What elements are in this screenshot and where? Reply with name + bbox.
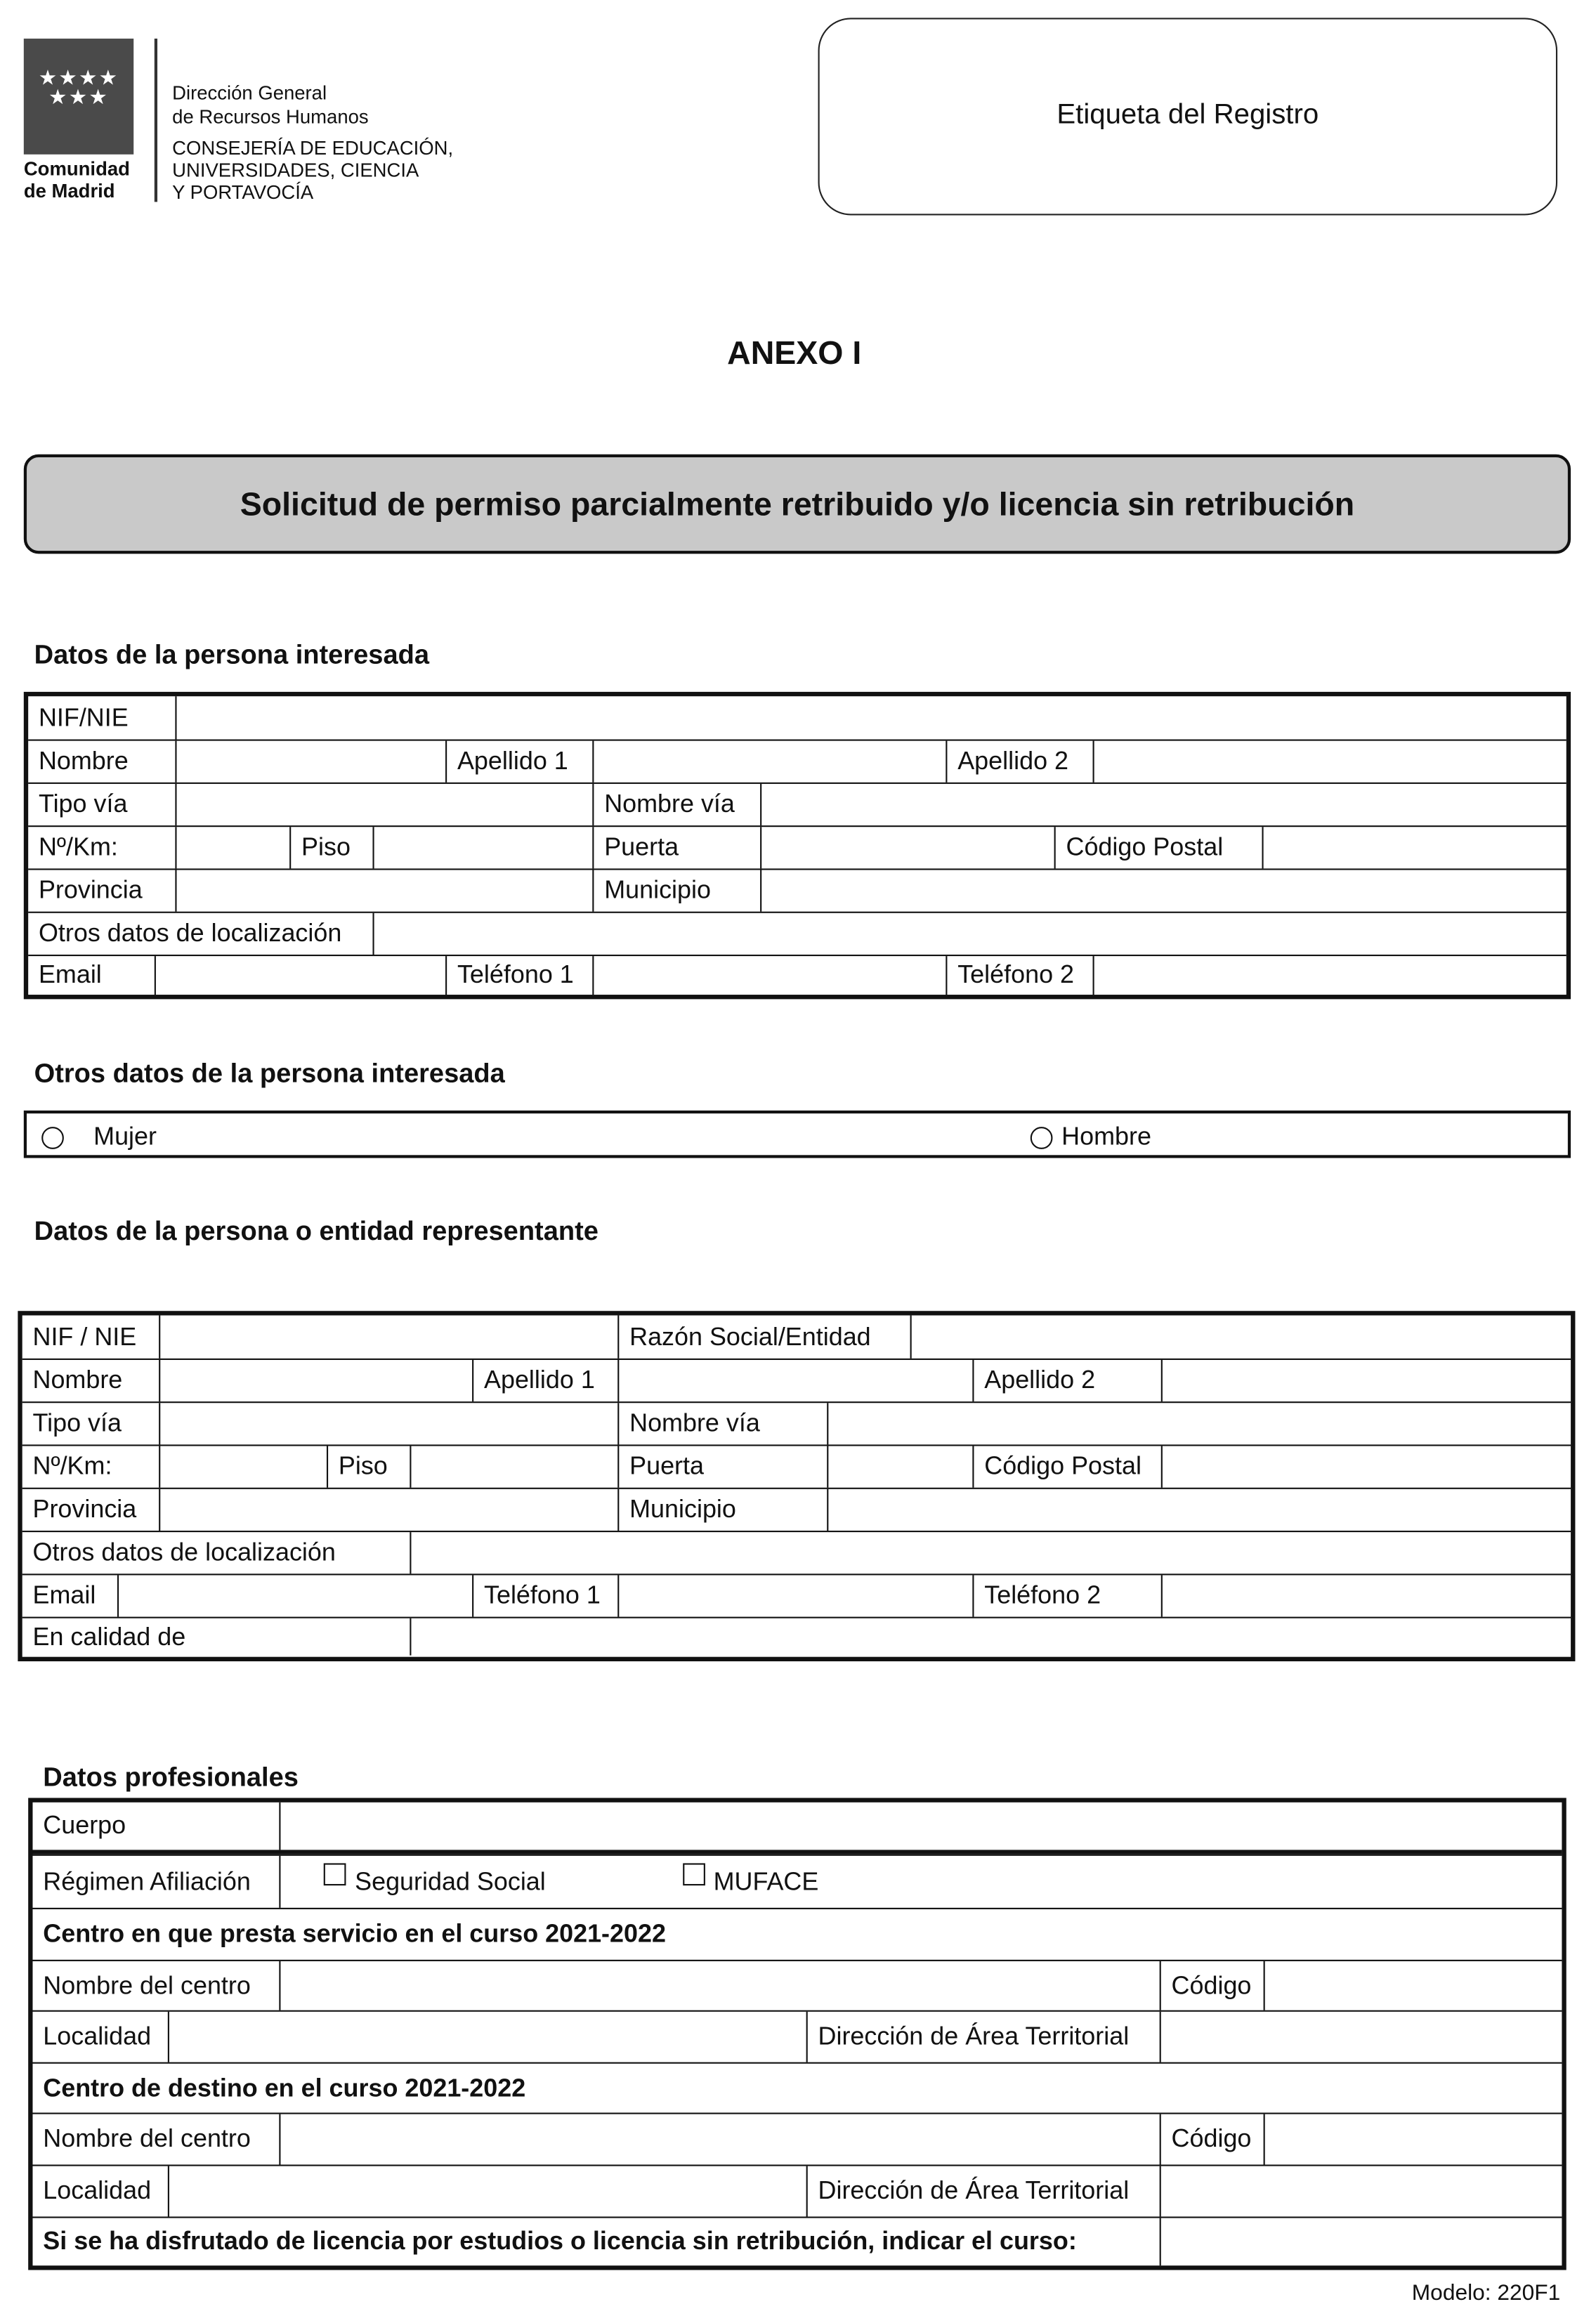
input-field[interactable] [827,1403,1571,1444]
input-field[interactable] [159,1403,617,1444]
input-field[interactable] [410,1532,1571,1574]
input-field[interactable] [410,1618,1571,1656]
input-field[interactable] [1093,741,1566,783]
input-field[interactable] [372,827,592,868]
registry-label-box: Etiqueta del Registro [818,18,1558,215]
input-field[interactable] [1161,1360,1571,1401]
input-field[interactable] [159,1316,617,1359]
field-label: Teléfono 2 [946,956,1092,995]
field-label: Nombre [38,747,129,776]
section-label: Centro de destino en el curso 2021-2022 [43,2073,526,2102]
input-field[interactable] [1160,2218,1562,2266]
radio-label: Hombre [1061,1122,1151,1151]
field-label: Nombre [32,1366,123,1394]
field-label: Provincia [38,875,143,905]
field-label: Municipio [592,870,760,912]
field-label: En calidad de [32,1621,186,1651]
input-field[interactable] [175,696,1566,739]
table-row [28,912,1566,955]
field-label: Nombre vía [617,1403,827,1444]
input-field[interactable] [1160,2012,1562,2062]
field-label: Cuerpo [43,1811,126,1840]
radio-icon[interactable] [41,1126,64,1149]
field-label: Nº/Km: [32,1452,112,1481]
input-field[interactable] [155,956,445,995]
field-label: NIF/NIE [38,702,129,731]
table-row [22,1359,1571,1401]
section-heading-interested: Datos de la persona interesada [34,639,430,670]
field-label: Email [38,960,102,989]
section-heading-other: Otros datos de la persona interesada [34,1058,505,1089]
table-row [32,2113,1562,2165]
field-label: Razón Social/Entidad [617,1316,910,1359]
field-label: Tipo vía [32,1408,122,1437]
field-label: Municipio [617,1489,827,1531]
input-field[interactable] [159,1489,617,1531]
field-label: Localidad [43,2022,152,2050]
table-row [32,1960,1562,2010]
field-label: Código [1160,2114,1264,2165]
field-label: Código [1160,1961,1264,2010]
input-field[interactable] [279,1803,1562,1850]
input-field[interactable] [760,870,1566,912]
input-field[interactable] [1264,2114,1562,2165]
section-label: Si se ha disfrutado de licencia por estudios o licencia sin retribución, indicar el curso: [43,2227,1077,2256]
input-field[interactable] [117,1575,472,1616]
logo-divider [155,39,157,202]
sex-table [24,1111,1571,1158]
input-field[interactable] [279,1961,1159,2010]
table-row [28,740,1566,783]
table-row [32,1803,1562,1854]
field-label: Puerta [592,827,760,868]
table-row [22,1531,1571,1574]
field-label: Otros datos de localización [32,1538,336,1566]
table-row [22,1488,1571,1531]
org-line: de Recursos Humanos [172,105,369,128]
input-field[interactable] [372,913,1566,955]
input-field[interactable] [827,1489,1571,1531]
checkbox-label: MUFACE [713,1866,819,1895]
representative-table [18,1311,1575,1661]
input-field[interactable] [175,741,445,783]
field-label: Código Postal [1054,827,1262,868]
checkbox-label: Seguridad Social [355,1866,546,1895]
field-label: NIF / NIE [32,1322,137,1351]
field-label: Dirección de Área Territorial [806,2012,1160,2062]
logo-name-line: de Madrid [23,179,115,202]
field-label: Régimen Afiliación [43,1866,251,1895]
table-row [22,1574,1571,1616]
field-label: Piso [289,827,372,868]
field-label: Teléfono 2 [972,1575,1160,1616]
radio-hombre[interactable] [1031,1123,1151,1152]
field-label: Teléfono 1 [472,1575,617,1616]
input-field[interactable] [592,956,946,995]
org-line: Dirección General [172,81,327,104]
section-heading-representative: Datos de la persona o entidad representante [34,1215,598,1246]
input-field[interactable] [1093,956,1566,995]
field-label: Nombre del centro [43,1970,251,1999]
field-label: Puerta [617,1446,827,1488]
interested-table [24,692,1571,999]
field-label: Teléfono 1 [445,956,592,995]
annex-title: ANEXO I [727,334,862,372]
form-title: Solicitud de permiso parcialmente retribuido y/o licencia sin retribución [24,454,1571,554]
table-row [28,825,1566,868]
field-label: Código Postal [972,1446,1160,1488]
field-label: Email [32,1581,96,1610]
input-field[interactable] [760,784,1566,825]
input-field[interactable] [617,1360,972,1401]
input-field[interactable] [175,827,289,868]
org-line: UNIVERSIDADES, CIENCIA [172,159,419,181]
field-label: Apellido 1 [445,741,592,783]
field-label: Piso [327,1446,410,1488]
table-row [22,1316,1571,1359]
org-line: CONSEJERÍA DE EDUCACIÓN, [172,136,454,159]
field-label: Otros datos de localización [38,919,342,948]
input-field[interactable] [1160,2166,1562,2217]
field-label: Localidad [43,2176,152,2205]
table-row [28,783,1566,825]
field-label: Apellido 2 [946,741,1092,783]
input-field[interactable] [159,1360,472,1401]
checkbox-icon[interactable] [682,1862,705,1885]
table-row [28,696,1566,739]
input-field[interactable] [410,1446,617,1488]
input-field[interactable] [175,784,592,825]
table-row [32,1908,1562,1960]
table-row [32,2062,1562,2113]
professional-table [28,1798,1566,2270]
input-field[interactable] [617,1575,972,1616]
checkbox-option[interactable] [682,1867,818,1897]
table-row [32,2216,1562,2265]
radio-icon[interactable] [1031,1126,1053,1149]
affiliation-options [279,1856,1562,1908]
logo-name-line: Comunidad [23,157,130,180]
table-row [28,868,1566,911]
field-label: Tipo vía [38,790,128,818]
input-field[interactable] [1161,1575,1571,1616]
table-row [32,2164,1562,2216]
table-row [22,1444,1571,1487]
field-label: Nombre vía [592,784,760,825]
table-row [32,2010,1562,2062]
field-label: Provincia [32,1495,137,1524]
input-field[interactable] [175,870,592,912]
input-field[interactable] [1161,1446,1571,1488]
field-label: Nombre del centro [43,2124,251,2153]
input-field[interactable] [910,1316,1571,1359]
table-row [22,1401,1571,1444]
radio-label: Mujer [93,1122,157,1151]
field-label: Dirección de Área Territorial [806,2166,1160,2217]
input-field[interactable] [168,2012,806,2062]
model-code: Modelo: 220F1 [1411,2280,1561,2306]
logo-name [24,157,130,202]
radio-mujer[interactable] [41,1123,157,1152]
field-label: Apellido 2 [972,1360,1160,1401]
checkbox-option[interactable] [324,1867,546,1897]
input-field[interactable] [168,2166,806,2217]
stars-icon: ★★★★ ★★★ [38,65,119,109]
input-field[interactable] [279,2114,1159,2165]
section-label: Centro en que presta servicio en el curso 2021-2022 [43,1919,666,1948]
table-row [32,1854,1562,1908]
input-field[interactable] [1264,1961,1562,2010]
input-field[interactable] [1262,827,1566,868]
field-label: Nº/Km: [38,832,118,861]
field-label: Apellido 1 [472,1360,617,1401]
table-row [28,955,1566,995]
input-field[interactable] [159,1446,327,1488]
input-field[interactable] [760,827,1054,868]
input-field[interactable] [827,1446,972,1488]
table-row [22,1617,1571,1656]
input-field[interactable] [592,741,946,783]
org-line: Y PORTAVOCÍA [172,181,314,204]
checkbox-icon[interactable] [324,1862,346,1885]
section-heading-professional: Datos profesionales [43,1762,299,1792]
